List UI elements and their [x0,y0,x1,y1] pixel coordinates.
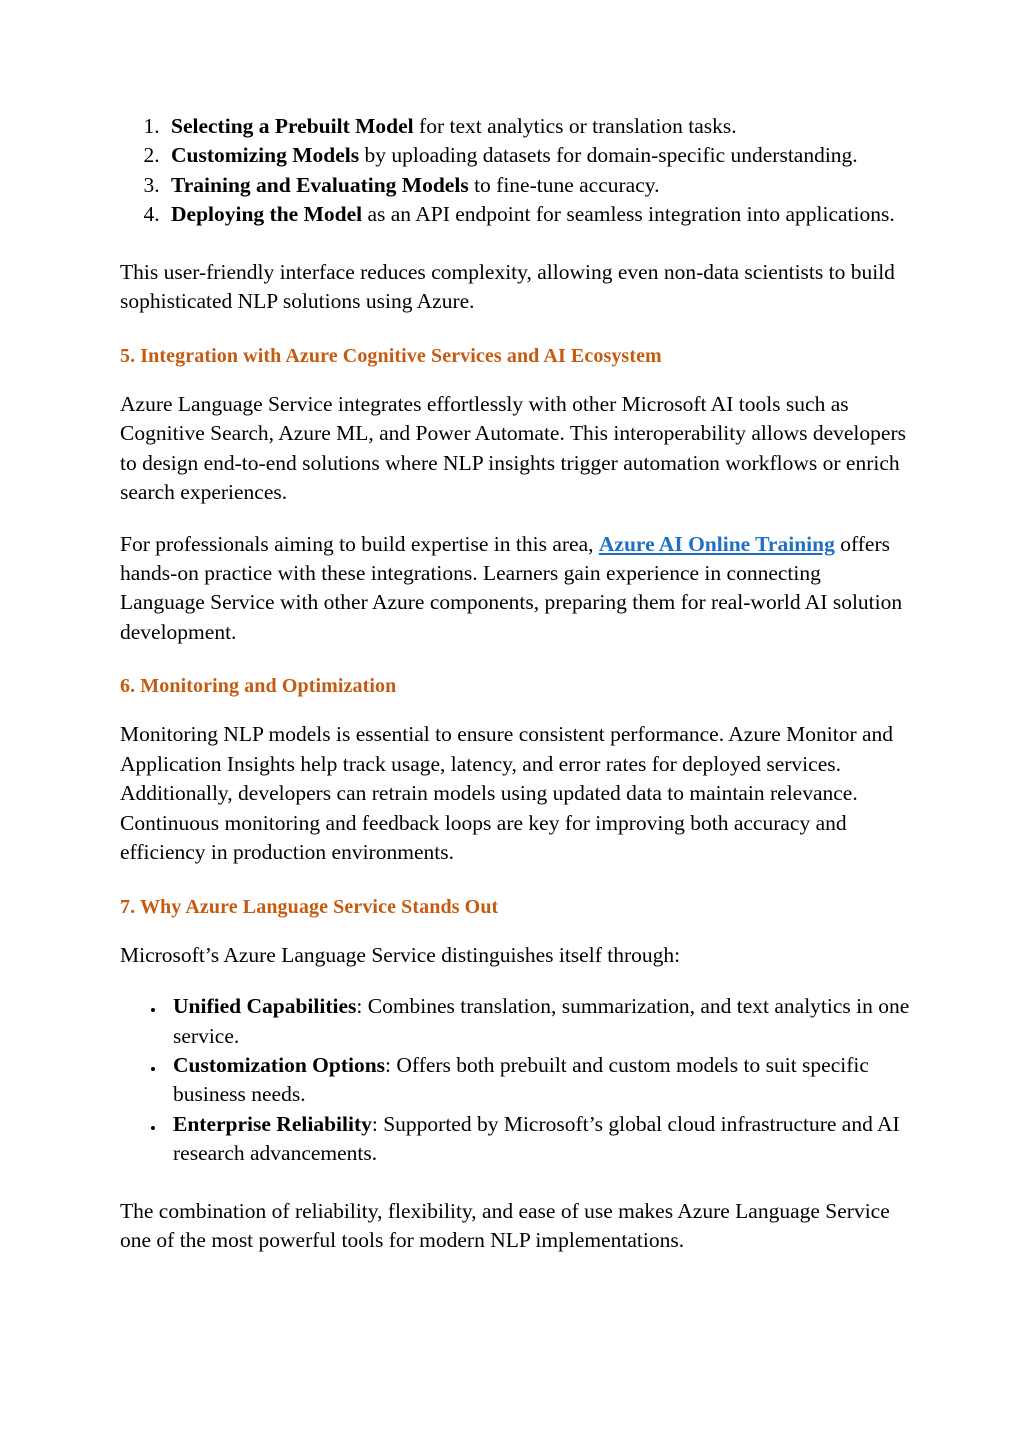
list-item [165,112,910,141]
paragraph-text-after-link: offers hands-on practice with these integrations. Learners gain experience in connecting Language Service with other Azure components, preparing them for real-world AI solution development. [120,531,903,644]
list-item-bold-label: Selecting a Prebuilt Model [171,114,414,138]
list-item [165,1110,910,1169]
section-7-heading: 7. Why Azure Language Service Stands Out [120,895,499,918]
list-item-text: by uploading datasets for domain-specific understanding. [359,143,858,168]
list-item [165,171,910,200]
list-item-bold-label: Training and Evaluating Models [171,172,469,197]
list-item-text: : Offers both prebuilt and custom models to suit specific business needs. [173,1052,869,1107]
paragraph-text-before-link: For professionals aiming to build expertise in this area, [120,531,599,556]
list-item-text: : Combines translation, summarization, and text analytics in one service. [173,994,910,1048]
spacer [120,698,910,720]
list-item-text: for text analytics or translation tasks. [413,114,737,138]
spacer [120,368,910,390]
numbered-list [120,112,910,230]
spacer [120,508,910,530]
spacer [120,230,910,258]
list-item-bold-label: Deploying the Model [171,202,363,227]
list-item [165,200,910,229]
spacer [120,647,910,675]
list-item-text: to fine-tune accuracy. [468,172,660,197]
list-item [165,1051,910,1110]
section-5-paragraph-1: Azure Language Service integrates effortlessly with other Microsoft AI tools such as Cognitive Search, Azure ML, and Power Automate. This interoperability allows developers to design end-to-end solutions where NLP insights trigger automation workflows or enrich search experiences. [120,391,906,505]
list-item-text: : Supported by Microsoft’s global cloud infrastructure and AI research advancements. [173,1111,900,1166]
list-item-text: as an API endpoint for seamless integration into applications. [362,202,895,227]
list-item [165,141,910,170]
list-item-bold-label: Unified Capabilities [173,994,357,1019]
list-item-bold-label: Customizing Models [171,143,360,168]
list-item-bold-label: Enterprise Reliability [173,1111,372,1136]
spacer [120,919,910,941]
list-item-bold-label: Customization Options [173,1052,386,1077]
spacer [120,317,910,345]
document-content [120,112,910,1256]
spacer [120,1169,910,1197]
spacer [120,970,910,992]
section-7-lead: Microsoft’s Azure Language Service distinguishes itself through: [120,942,681,967]
section-6-paragraph: Monitoring NLP models is essential to ensure consistent performance. Azure Monitor and Application Insights help track usage, latency, and error rates for deployed services. Additionally, developers can retrain models using updated data to maintain relevance. Continuous monitoring and feedback loops are key for improving both accuracy and efficiency in production environments. [120,722,894,865]
azure-ai-online-training-link[interactable]: Azure AI Online Training [598,531,835,556]
section-5-heading: 5. Integration with Azure Cognitive Services and AI Ecosystem [120,344,662,367]
section-6-heading: 6. Monitoring and Optimization [120,675,397,698]
intro-paragraph: This user-friendly interface reduces complexity, allowing even non-data scientists to build sophisticated NLP solutions using Azure. [120,259,895,314]
section-7-closing-paragraph: The combination of reliability, flexibility, and ease of use makes Azure Language Service one of the most powerful tools for modern NLP implementations. [120,1198,890,1253]
section-5-paragraph-2 [120,530,910,648]
spacer [120,868,910,896]
bulleted-list [120,992,910,1169]
list-item [165,992,910,1051]
